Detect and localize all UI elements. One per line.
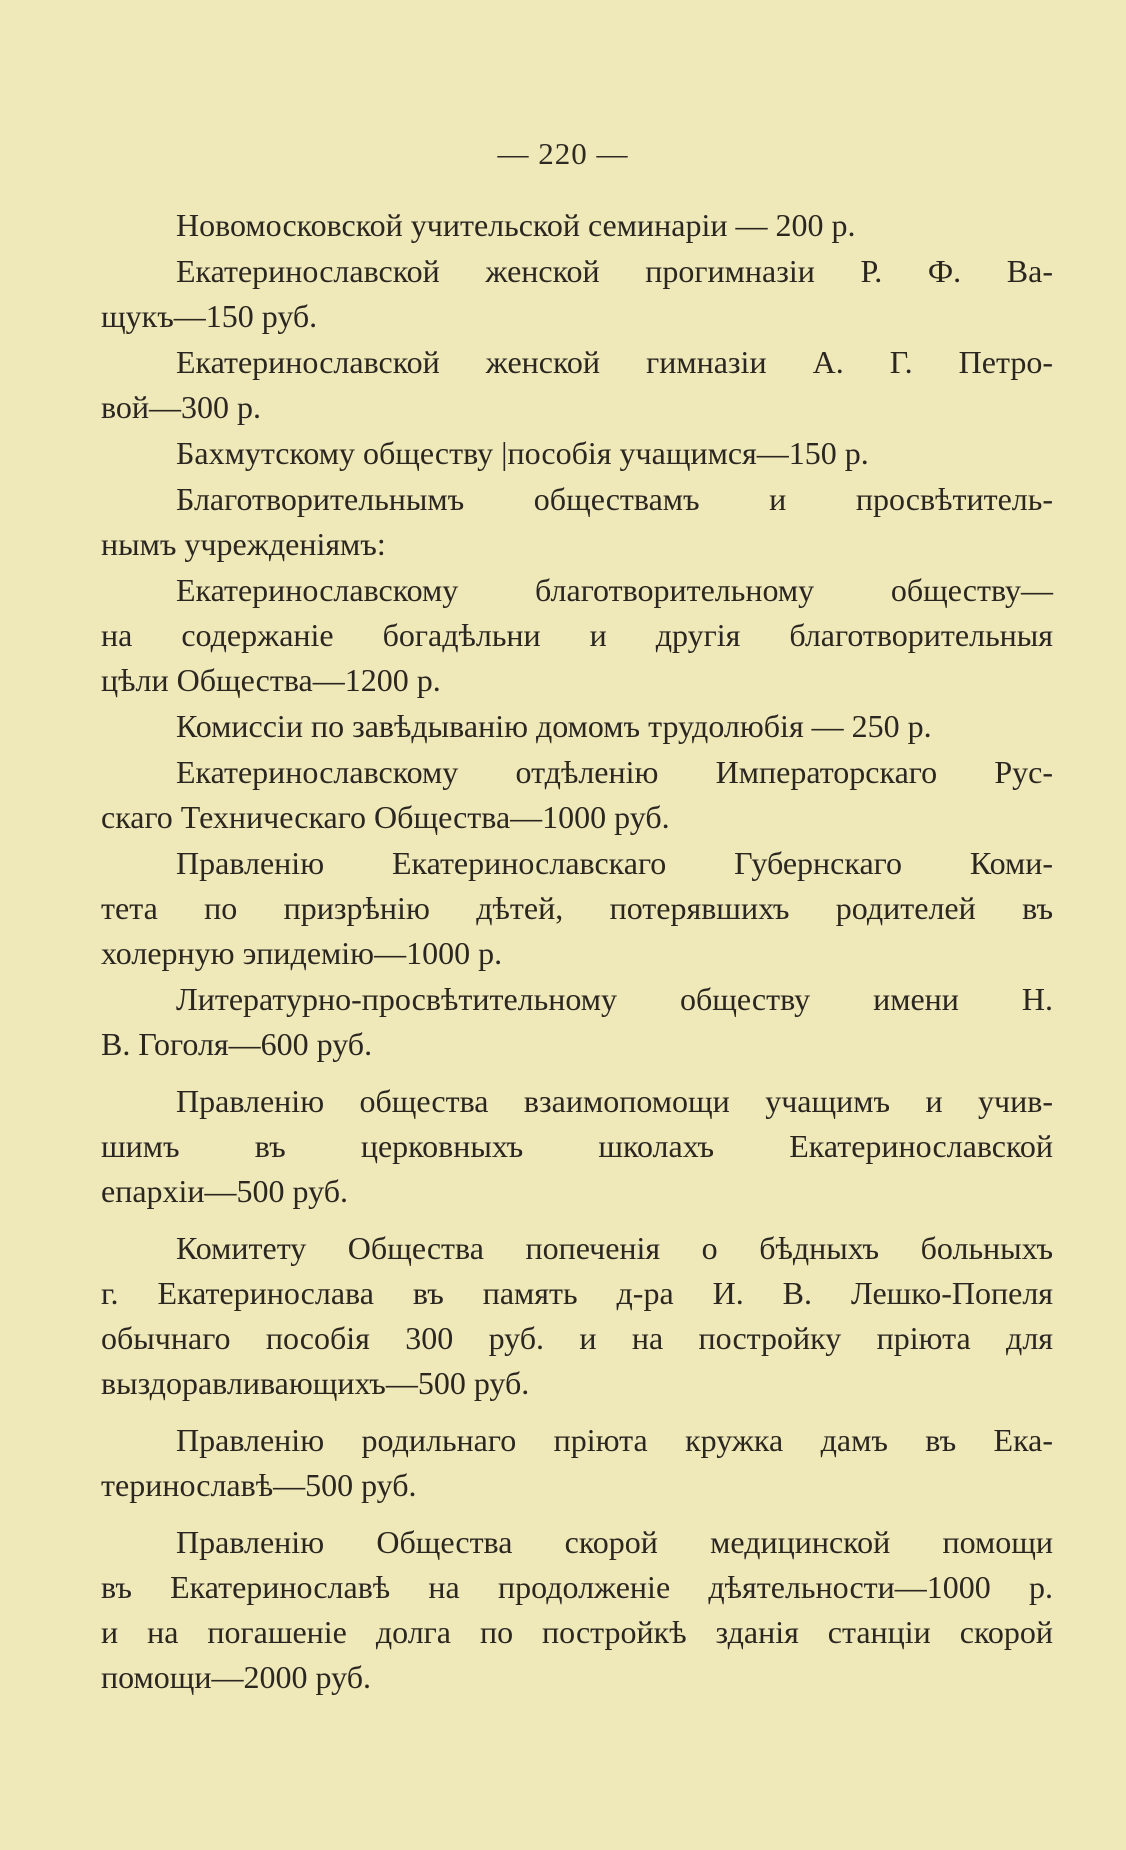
text-line: вой—300 р. — [101, 389, 262, 425]
text-line: Литературно-просвѣтительному обществу имени Н. — [176, 981, 1053, 1017]
text-line: Екатеринославскому отдѣленію Императорскаго Рус- — [176, 754, 1053, 790]
text-line: Комитету Общества попеченія о бѣдныхъ больныхъ — [176, 1230, 1053, 1266]
paragraph — [101, 568, 1053, 703]
text-line: епархіи—500 руб. — [101, 1173, 348, 1209]
paragraph — [101, 1226, 1053, 1406]
text-line: скаго Техническаго Общества—1000 руб. — [101, 799, 670, 835]
text-line: Правленію Общества скорой медицинской помощи — [176, 1524, 1053, 1560]
text-line: Комиссіи по завѣдыванію домомъ трудолюбія — 250 р. — [176, 708, 932, 744]
paragraph — [101, 1520, 1053, 1700]
text-line: Екатеринославской женской прогимназіи Р. Ф. Ва- — [176, 253, 1053, 289]
paragraph — [101, 841, 1053, 976]
paragraph — [101, 1418, 1053, 1508]
paragraph — [101, 203, 1053, 248]
paragraph — [101, 477, 1053, 567]
text-line: цѣли Общества—1200 р. — [101, 662, 441, 698]
text-line: г. Екатеринослава въ память д-ра И. В. Лешко-Попеля — [101, 1275, 1053, 1311]
text-line: и на погашеніе долга по постройкѣ зданія станціи скорой — [101, 1614, 1053, 1650]
body-text — [101, 203, 1053, 1700]
text-line: Екатеринославскому благотворительному обществу— — [176, 572, 1053, 608]
text-line: Правленію родильнаго пріюта кружка дамъ въ Ека- — [176, 1422, 1053, 1458]
text-line: нымъ учрежденіямъ: — [101, 526, 386, 562]
text-line: теринославѣ—500 руб. — [101, 1467, 417, 1503]
paragraph — [101, 340, 1053, 430]
text-line: на содержаніе богадѣльни и другія благотворительныя — [101, 617, 1053, 653]
text-line: В. Гоголя—600 руб. — [101, 1026, 373, 1062]
page-number: — 220 — — [497, 136, 629, 171]
text-line: Правленію Екатеринославскаго Губернскаго Коми- — [176, 845, 1053, 881]
text-line: шимъ въ церковныхъ школахъ Екатеринославской — [101, 1128, 1053, 1164]
paragraph — [101, 750, 1053, 840]
text-line: въ Екатеринославѣ на продолженіе дѣятельности—1000 р. — [101, 1569, 1053, 1605]
paragraph — [101, 249, 1053, 339]
paragraph — [101, 704, 1053, 749]
text-line: Благотворительнымъ обществамъ и просвѣтитель- — [176, 481, 1053, 517]
text-line: обычнаго пособія 300 руб. и на постройку пріюта для — [101, 1320, 1053, 1356]
text-line: Екатеринославской женской гимназіи А. Г. Петро- — [176, 344, 1053, 380]
text-line: выздоравливающихъ—500 руб. — [101, 1365, 530, 1401]
text-line: Бахмутскому обществу |пособія учащимся—150 р. — [176, 435, 869, 471]
paragraph — [101, 977, 1053, 1067]
paragraph — [101, 1079, 1053, 1214]
text-line: Правленію общества взаимопомощи учащимъ и учив- — [176, 1083, 1053, 1119]
text-line: помощи—2000 руб. — [101, 1659, 371, 1695]
text-line: щукъ—150 руб. — [101, 298, 318, 334]
paragraph — [101, 431, 1053, 476]
text-line: холерную эпидемію—1000 р. — [101, 935, 503, 971]
text-line: тета по призрѣнію дѣтей, потерявшихъ родителей въ — [101, 890, 1053, 926]
text-line: Новомосковской учительской семинаріи — 200 р. — [176, 207, 856, 243]
